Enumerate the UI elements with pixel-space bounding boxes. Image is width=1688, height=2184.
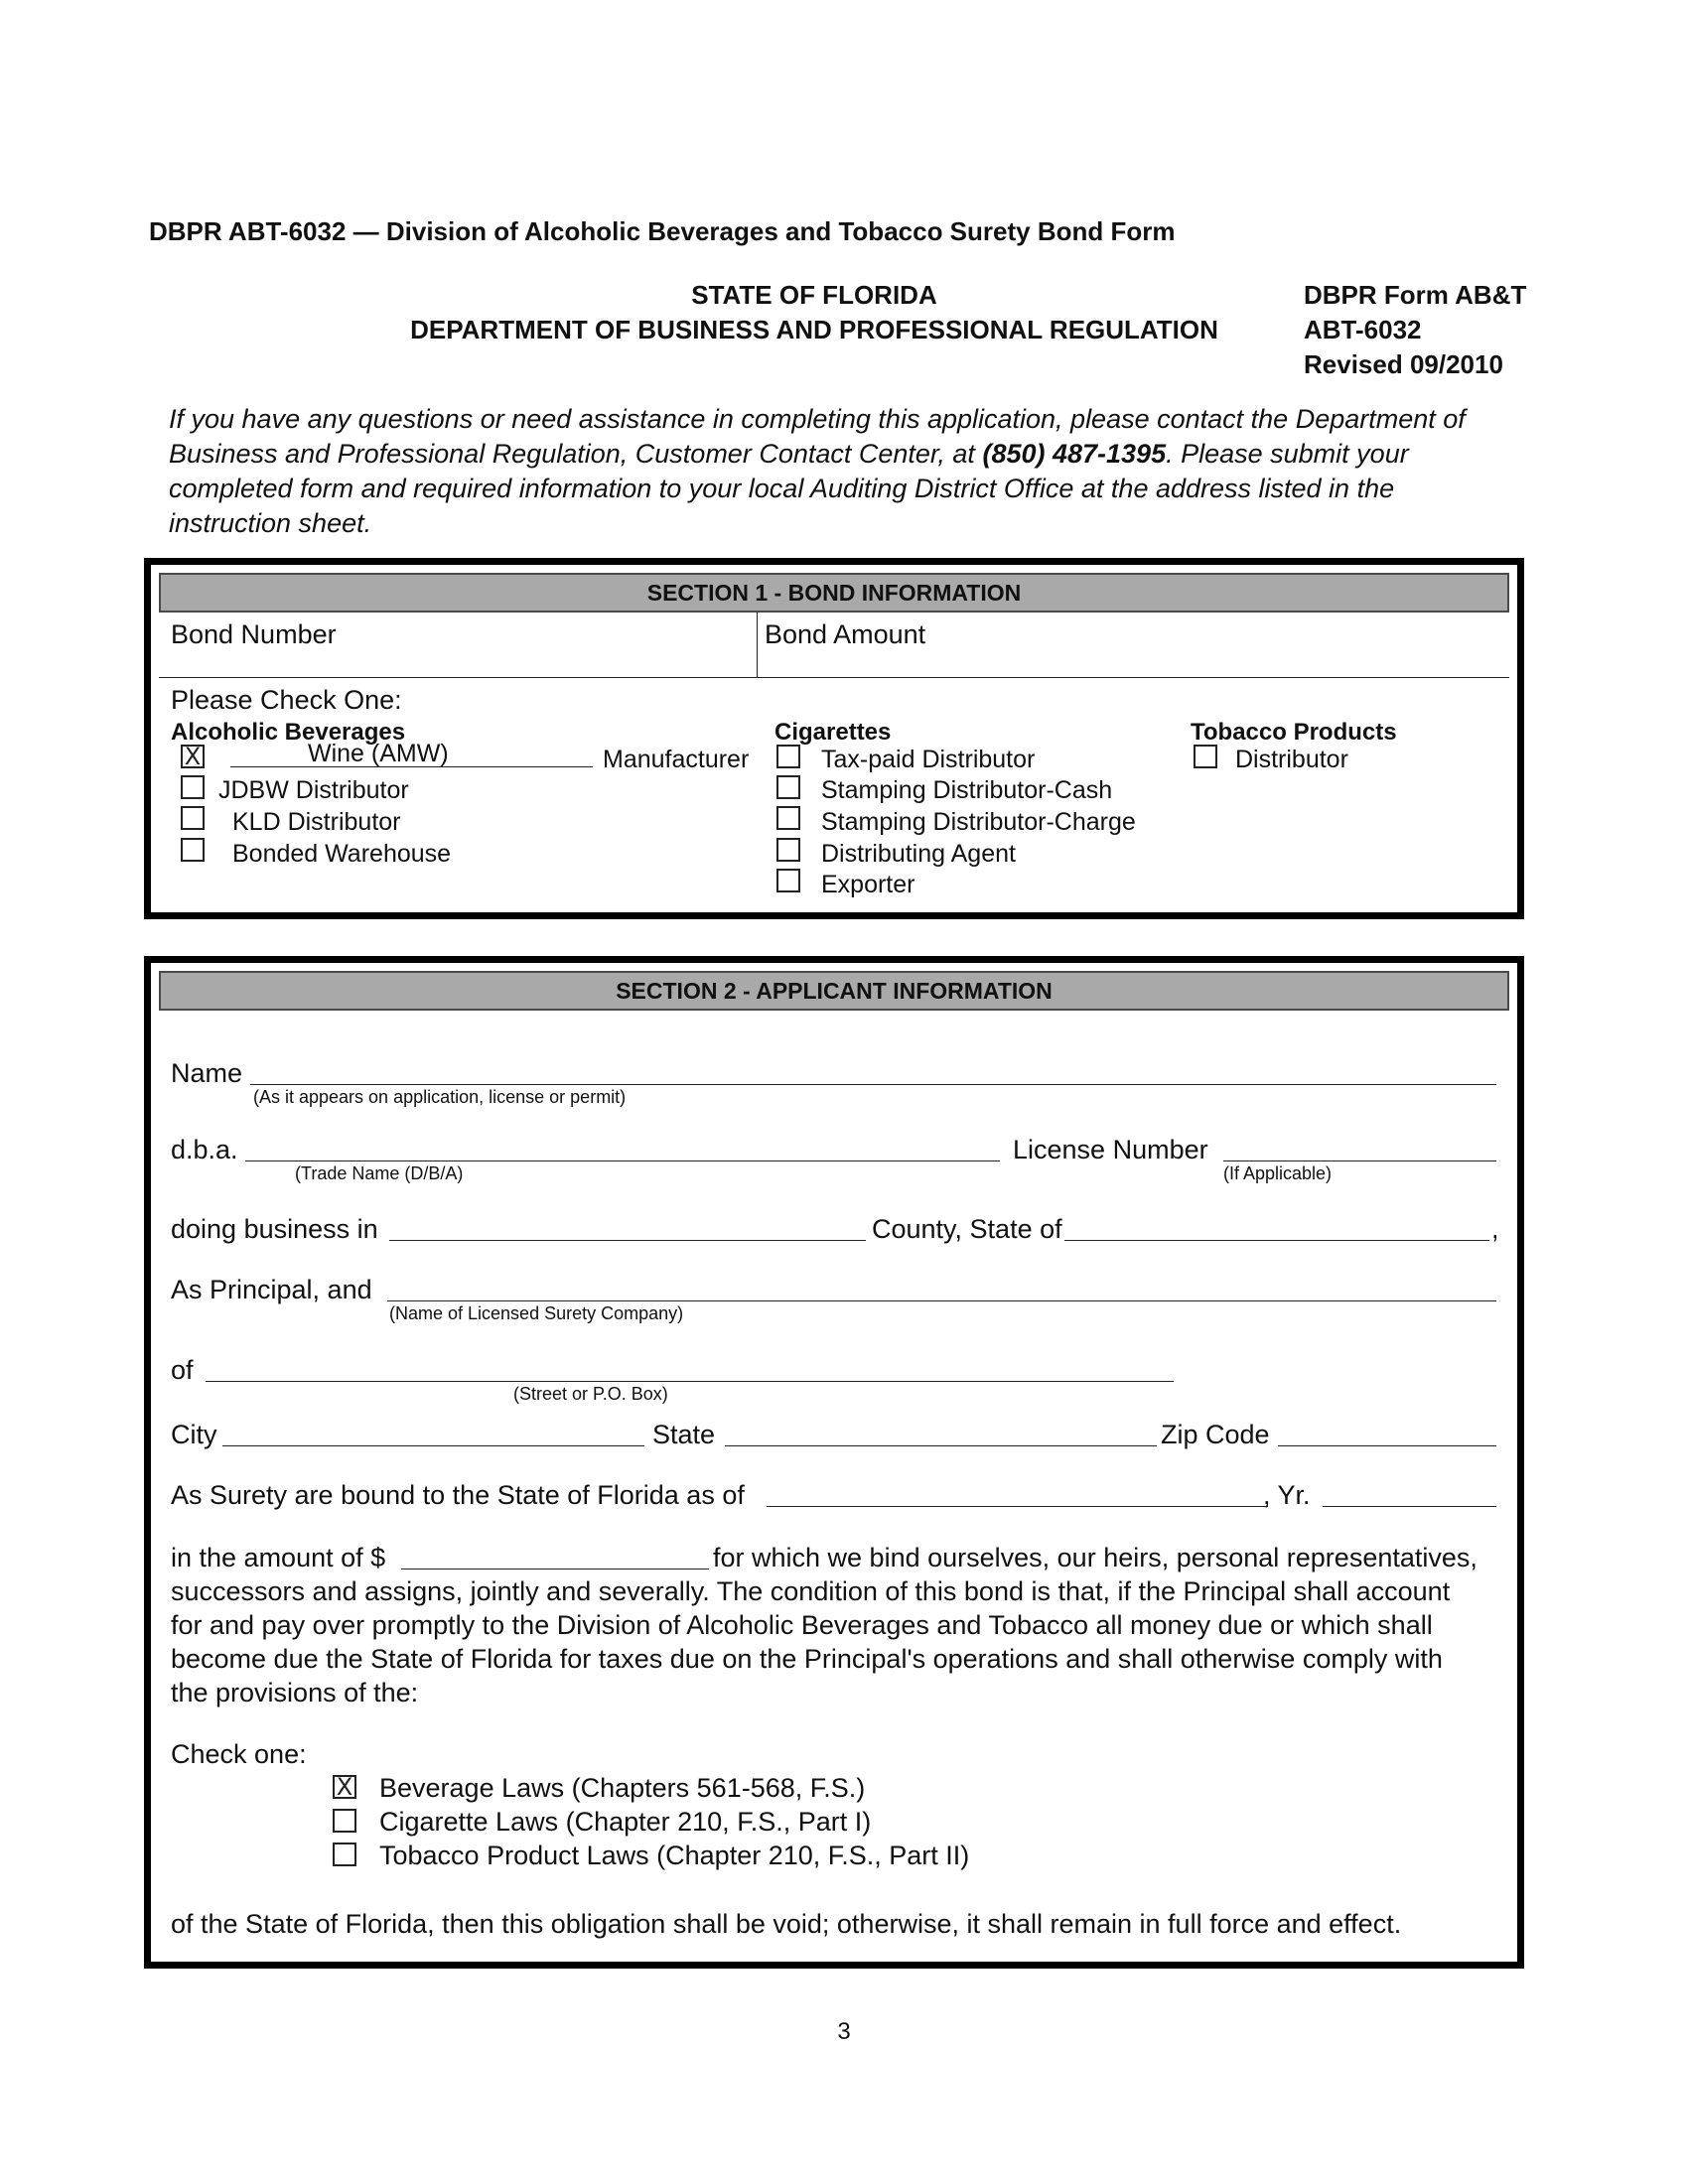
jdbw-distributor-label: JDBW Distributor [218,776,409,804]
form-id-line1: DBPR Form AB&T [1304,280,1527,310]
tobacco-products-heading: Tobacco Products [1191,719,1397,746]
check-one-label: Please Check One: [171,685,402,715]
form-id-line2: ABT-6032 [1304,315,1422,344]
county-field[interactable] [389,1240,866,1241]
contact-phone: (850) 487-1395 [982,439,1167,469]
tobacco-product-laws-label: Tobacco Product Laws (Chapter 210, F.S., Part II) [379,1841,970,1870]
dba-label: d.b.a. [171,1135,238,1164]
document-top-title: DBPR ABT-6032 — Division of Alcoholic Beverages and Tobacco Surety Bond Form [149,216,1176,246]
county-state-label: County, State of [872,1214,1062,1244]
kld-distributor-label: KLD Distributor [232,808,401,836]
tobacco-product-laws-checkbox[interactable] [333,1843,356,1866]
doing-business-label: doing business in [171,1214,378,1244]
bonded-warehouse-label: Bonded Warehouse [232,840,452,868]
stamping-distributor-cash-label: Stamping Distributor-Cash [821,776,1113,804]
amount-rest-text: for which we bind ourselves, our heirs, personal representatives, [713,1543,1477,1572]
comma: , [1491,1214,1499,1244]
stamping-distributor-charge-checkbox[interactable] [776,806,800,830]
instructions-text-end: . Please submit your completed form and required information to your local Auditing District Office at the address listed in the instruction sheet. [169,439,1409,538]
surety-company-field[interactable] [387,1300,1496,1301]
name-hint: (As it appears on application, license or permit) [253,1087,627,1107]
cigarette-laws-label: Cigarette Laws (Chapter 210, F.S., Part I) [379,1807,872,1837]
city-label: City [171,1420,217,1449]
license-number-hint: (If Applicable) [1223,1163,1333,1183]
paragraph-line: become due the State of Florida for taxes due on the Principal's operations and shall otherwise comply with [171,1644,1443,1674]
instructions-text: If you have any questions or need assistance in completing this application, please contact the Department of Business and Professional Regulation, Customer Contact Center, at [169,404,1466,469]
bond-field-divider [757,613,758,677]
section2-header: SECTION 2 - APPLICANT INFORMATION [159,971,1509,1011]
closing-statement: of the State of Florida, then this obligation shall be void; otherwise, it shall remain in full force and effect. [171,1909,1402,1939]
year-field[interactable] [1323,1506,1496,1507]
bond-number-label: Bond Number [171,619,337,649]
principal-label: As Principal, and [171,1275,372,1304]
street-hint: (Street or P.O. Box) [513,1384,668,1404]
manufacturer-type-value: Wine (AMW) [308,740,449,767]
license-number-label: License Number [1013,1135,1208,1164]
of-label: of [171,1355,194,1385]
bond-amount-label: Bond Amount [765,619,926,649]
exporter-checkbox[interactable] [776,869,800,892]
cigarettes-heading: Cigarettes [774,719,892,746]
stamping-distributor-charge-label: Stamping Distributor-Charge [821,808,1136,836]
name-label: Name [171,1058,243,1088]
tobacco-distributor-checkbox[interactable] [1194,745,1217,768]
year-label: , Yr. [1263,1480,1311,1510]
section1-bond-information [144,558,1524,919]
bound-date-field[interactable] [767,1506,1268,1507]
name-field[interactable] [250,1084,1496,1085]
beverage-laws-checkbox[interactable]: X [333,1775,356,1799]
cigarette-laws-checkbox[interactable] [333,1809,356,1833]
tax-paid-distributor-checkbox[interactable] [776,745,800,768]
paragraph-line: for and pay over promptly to the Division of Alcoholic Beverages and Tobacco all money due or which shall [171,1610,1433,1640]
form-revision: Revised 09/2010 [1304,349,1503,379]
bond-row-bottom-rule [159,677,1509,678]
state-heading: STATE OF FLORIDA [691,280,937,310]
dba-field[interactable] [245,1160,1000,1161]
exporter-label: Exporter [821,871,915,898]
manufacturer-type-line [230,766,593,767]
zip-code-field[interactable] [1278,1445,1496,1446]
state-of-field[interactable] [1064,1240,1489,1241]
beverage-laws-label: Beverage Laws (Chapters 561-568, F.S.) [379,1773,866,1803]
kld-distributor-checkbox[interactable] [181,806,205,830]
surety-company-hint: (Name of Licensed Surety Company) [389,1303,684,1323]
jdbw-distributor-checkbox[interactable] [181,775,205,799]
check-one-laws-label: Check one: [171,1739,307,1769]
city-field[interactable] [222,1445,644,1446]
section1-header: SECTION 1 - BOND INFORMATION [159,573,1509,613]
distributing-agent-label: Distributing Agent [821,840,1016,868]
alcoholic-beverages-heading: Alcoholic Beverages [171,719,406,746]
manufacturer-checkbox[interactable]: X [181,745,205,768]
distributing-agent-checkbox[interactable] [776,838,800,862]
manufacturer-label: Manufacturer [603,746,750,773]
state-label: State [652,1420,716,1449]
bonded-warehouse-checkbox[interactable] [181,838,205,862]
section2-applicant-information [144,956,1524,1969]
page-number: 3 [837,2018,851,2045]
amount-field[interactable] [401,1569,709,1570]
instructions-paragraph [169,402,1519,541]
paragraph-line: successors and assigns, jointly and severally. The condition of this bond is that, if the Principal shall account [171,1576,1451,1606]
license-number-field[interactable] [1223,1160,1496,1161]
dba-hint: (Trade Name (D/B/A) [295,1163,464,1183]
zip-code-label: Zip Code [1161,1420,1270,1449]
amount-label: in the amount of $ [171,1543,386,1572]
surety-bound-label: As Surety are bound to the State of Florida as of [171,1480,745,1510]
stamping-distributor-cash-checkbox[interactable] [776,775,800,799]
paragraph-line: the provisions of the: [171,1678,419,1707]
department-heading: DEPARTMENT OF BUSINESS AND PROFESSIONAL REGULATION [410,315,1218,344]
state-field[interactable] [725,1445,1157,1446]
tax-paid-distributor-label: Tax-paid Distributor [821,746,1036,773]
street-field[interactable] [206,1381,1174,1382]
tobacco-distributor-label: Distributor [1235,746,1348,773]
